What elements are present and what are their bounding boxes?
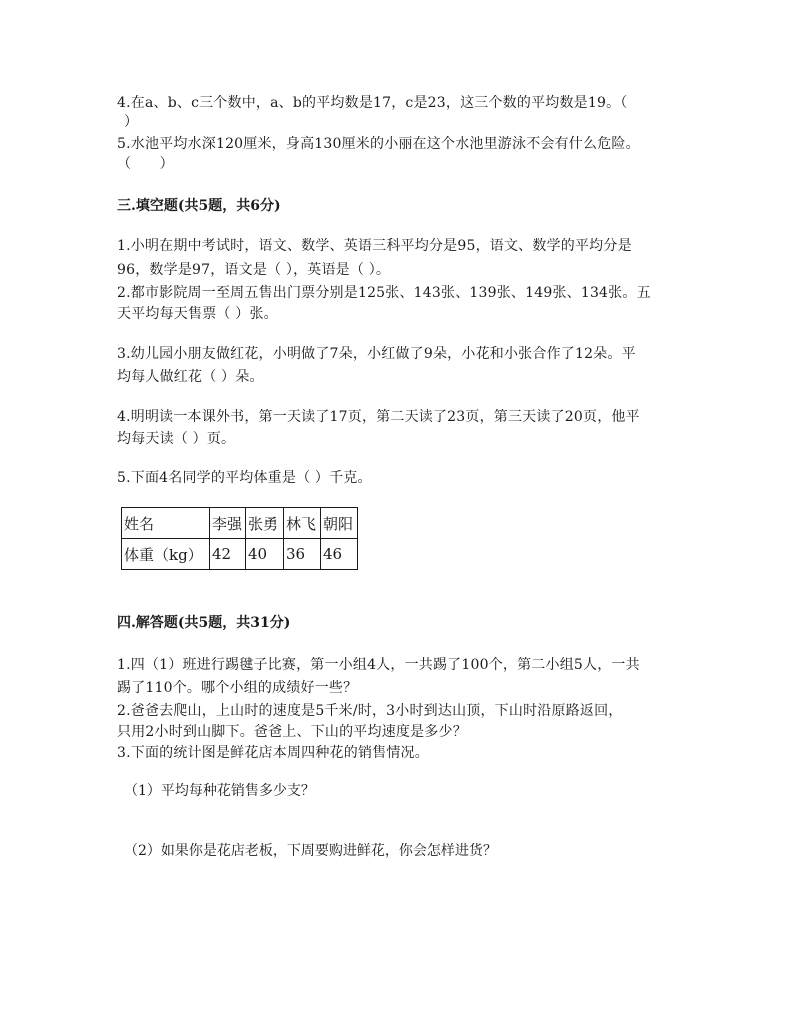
table-row — [122, 539, 358, 570]
solve-q2-line1: 2.爸爸去爬山，上山时的速度是5千米/时，3小时到达山顶，下山时沿原路返回， — [117, 703, 623, 719]
table-cell: 林飞 — [284, 508, 321, 539]
table-cell: 40 — [246, 539, 284, 570]
solve-q3-sub2: （2）如果你是花店老板，下周要购进鲜花，你会怎样进货？ — [124, 843, 497, 859]
table-cell: 张勇 — [246, 508, 284, 539]
judgement-q5-line2: （ ） — [117, 156, 174, 172]
table-cell: 朝阳 — [321, 508, 358, 539]
fill-q4-line1: 4.明明读一本课外书，第一天读了17页，第二天读了23页，第三天读了20页，他平 — [117, 409, 640, 425]
fill-q1-line2: 96，数学是97，语文是（ ），英语是（ ）。 — [117, 262, 391, 278]
fill-q4-line2: 均每天读（ ）页。 — [117, 431, 236, 447]
solve-q1-line2: 踢了110个。哪个小组的成绩好一些？ — [117, 680, 358, 696]
table-cell: 36 — [284, 539, 321, 570]
table-row — [122, 508, 358, 539]
fill-q3-line2: 均每人做红花（ ）朵。 — [117, 369, 264, 385]
table-cell: 体重（kg） — [122, 539, 210, 570]
solve-q2-line2: 只用2小时到山脚下。爸爸上、下山的平均速度是多少？ — [117, 724, 467, 740]
table-cell: 46 — [321, 539, 358, 570]
judgement-q4-line2: ） — [124, 114, 139, 130]
solve-q3-line1: 3.下面的统计图是鲜花店本周四种花的销售情况。 — [117, 745, 429, 761]
fill-q5-line1: 5.下面4名同学的平均体重是（ ）千克。 — [117, 470, 372, 486]
table-cell: 42 — [210, 539, 246, 570]
solve-q3-sub1: （1）平均每种花销售多少支？ — [124, 783, 315, 799]
solve-q1-line1: 1.四（1）班进行踢毽子比赛，第一小组4人，一共踢了100个，第二小组5人，一共 — [117, 657, 640, 673]
judgement-q4-line1: 4.在a、b、c三个数中，a、b的平均数是17，c是23，这三个数的平均数是19。（ — [117, 95, 628, 111]
section4-heading: 四.解答题(共5题，共31分) — [117, 615, 291, 631]
table-cell: 李强 — [210, 508, 246, 539]
fill-q2-line2: 天平均每天售票（ ）张。 — [117, 306, 278, 322]
fill-q2-line1: 2.都市影院周一至周五售出门票分别是125张、143张、139张、149张、134张。五 — [117, 285, 651, 301]
weight-table — [121, 507, 358, 570]
judgement-q5-line1: 5.水池平均水深120厘米，身高130厘米的小丽在这个水池里游泳不会有什么危险。 — [117, 136, 640, 152]
fill-q1-line1: 1.小明在期中考试时，语文、数学、英语三科平均分是95，语文、数学的平均分是 — [117, 238, 632, 254]
table-cell: 姓名 — [122, 508, 210, 539]
fill-q3-line1: 3.幼儿园小朋友做红花，小明做了7朵，小红做了9朵，小花和小张合作了12朵。平 — [117, 346, 636, 362]
section3-heading: 三.填空题(共5题，共6分) — [117, 198, 281, 214]
